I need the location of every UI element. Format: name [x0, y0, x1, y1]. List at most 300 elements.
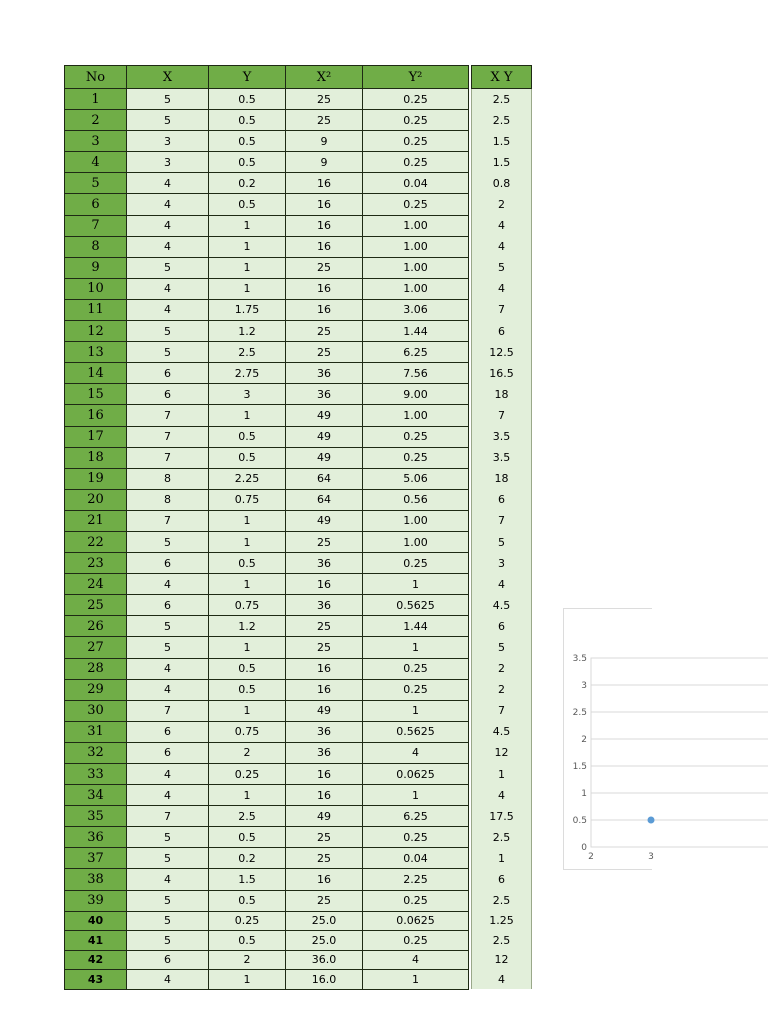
cell-y[interactable]: 1	[209, 215, 286, 236]
cell-xy[interactable]: 2.5	[472, 890, 532, 911]
cell-x-squared[interactable]: 25	[286, 89, 363, 110]
cell-xy[interactable]: 18	[472, 384, 532, 405]
cell-xy[interactable]: 2	[472, 658, 532, 679]
cell-x[interactable]: 5	[127, 257, 209, 278]
cell-xy[interactable]: 0.8	[472, 173, 532, 194]
cell-x-squared[interactable]: 16	[286, 278, 363, 299]
cell-x-squared[interactable]: 16	[286, 869, 363, 890]
y-tick-label: 2	[581, 735, 587, 745]
cell-xy[interactable]: 2.5	[472, 110, 532, 131]
cell-xy[interactable]: 4	[472, 970, 532, 990]
cell-x-squared[interactable]: 16	[286, 679, 363, 700]
cell-y-squared[interactable]: 1	[363, 637, 469, 658]
cell-y[interactable]: 0.5	[209, 152, 286, 173]
cell-x-squared[interactable]: 25	[286, 637, 363, 658]
cell-y-squared[interactable]: 1.00	[363, 510, 469, 531]
cell-y-squared[interactable]: 0.25	[363, 827, 469, 848]
header-x-squared[interactable]: X²	[286, 66, 363, 89]
cell-no[interactable]: 35	[65, 806, 127, 827]
cell-x[interactable]: 4	[127, 869, 209, 890]
cell-y-squared[interactable]: 0.0625	[363, 764, 469, 785]
cell-xy[interactable]: 12	[472, 950, 532, 970]
cell-no[interactable]: 40	[65, 911, 127, 931]
cell-no[interactable]: 38	[65, 869, 127, 890]
cell-x[interactable]: 8	[127, 489, 209, 510]
cell-y[interactable]: 0.5	[209, 658, 286, 679]
cell-x[interactable]: 4	[127, 236, 209, 257]
cell-x[interactable]: 5	[127, 827, 209, 848]
cell-xy[interactable]: 4	[472, 236, 532, 257]
header-y[interactable]: Y	[209, 66, 286, 89]
cell-no[interactable]: 41	[65, 931, 127, 951]
cell-y-squared[interactable]: 1.00	[363, 531, 469, 552]
cell-x-squared[interactable]: 9	[286, 152, 363, 173]
cell-y[interactable]: 0.25	[209, 911, 286, 931]
cell-y-squared[interactable]: 0.25	[363, 658, 469, 679]
x-tick-label: 3	[648, 852, 654, 862]
header-no[interactable]: No	[65, 66, 127, 89]
cell-x[interactable]: 6	[127, 742, 209, 763]
table-row	[65, 890, 532, 911]
cell-y[interactable]: 0.5	[209, 890, 286, 911]
cell-y-squared[interactable]: 0.25	[363, 131, 469, 152]
cell-x-squared[interactable]: 36.0	[286, 950, 363, 970]
cell-xy[interactable]: 4	[472, 785, 532, 806]
table-row	[65, 574, 532, 595]
cell-no[interactable]: 3	[65, 131, 127, 152]
cell-y-squared[interactable]: 1	[363, 785, 469, 806]
cell-xy[interactable]: 17.5	[472, 806, 532, 827]
cell-y[interactable]: 0.5	[209, 89, 286, 110]
x-tick-label: 2	[588, 852, 594, 862]
cell-xy[interactable]: 3.5	[472, 426, 532, 447]
cell-x-squared[interactable]: 16	[286, 658, 363, 679]
cell-y[interactable]: 0.5	[209, 131, 286, 152]
cell-y-squared[interactable]: 0.25	[363, 679, 469, 700]
cell-no[interactable]: 15	[65, 384, 127, 405]
cell-no[interactable]: 2	[65, 110, 127, 131]
cell-y[interactable]: 2	[209, 742, 286, 763]
cell-x-squared[interactable]: 16	[286, 299, 363, 320]
cell-x[interactable]: 5	[127, 848, 209, 869]
cell-x-squared[interactable]: 36	[286, 595, 363, 616]
cell-y[interactable]: 2	[209, 950, 286, 970]
cell-no[interactable]: 39	[65, 890, 127, 911]
cell-x[interactable]: 7	[127, 405, 209, 426]
cell-no[interactable]: 14	[65, 363, 127, 384]
cell-xy[interactable]: 2	[472, 679, 532, 700]
table-row	[65, 342, 532, 363]
cell-y-squared[interactable]: 0.5625	[363, 721, 469, 742]
cell-y[interactable]: 0.2	[209, 848, 286, 869]
cell-x-squared[interactable]: 25	[286, 827, 363, 848]
cell-y[interactable]: 0.5	[209, 110, 286, 131]
cell-y[interactable]: 1	[209, 700, 286, 721]
cell-xy[interactable]: 2.5	[472, 89, 532, 110]
cell-x-squared[interactable]: 25	[286, 321, 363, 342]
table-row	[65, 700, 532, 721]
cell-x[interactable]: 6	[127, 595, 209, 616]
cell-x[interactable]: 4	[127, 970, 209, 990]
cell-no[interactable]: 37	[65, 848, 127, 869]
chart-plot	[564, 609, 652, 869]
cell-y[interactable]: 1	[209, 574, 286, 595]
cell-x[interactable]: 3	[127, 131, 209, 152]
cell-y-squared[interactable]: 5.06	[363, 468, 469, 489]
cell-y[interactable]: 1	[209, 970, 286, 990]
table-row	[65, 194, 532, 215]
cell-y[interactable]: 1	[209, 257, 286, 278]
cell-y[interactable]: 0.5	[209, 931, 286, 951]
cell-y[interactable]: 3	[209, 384, 286, 405]
cell-y[interactable]: 1.2	[209, 321, 286, 342]
cell-y[interactable]: 0.5	[209, 194, 286, 215]
cell-y[interactable]: 2.5	[209, 806, 286, 827]
cell-x[interactable]: 4	[127, 658, 209, 679]
table-row	[65, 236, 532, 257]
cell-x-squared[interactable]: 25	[286, 616, 363, 637]
cell-x-squared[interactable]: 64	[286, 468, 363, 489]
cell-y[interactable]: 0.75	[209, 489, 286, 510]
cell-y-squared[interactable]: 1.00	[363, 215, 469, 236]
table-row	[65, 595, 532, 616]
cell-y-squared[interactable]: 1.00	[363, 257, 469, 278]
header-y-squared[interactable]: Y²	[363, 66, 469, 89]
cell-xy[interactable]: 6	[472, 321, 532, 342]
table-row	[65, 405, 532, 426]
cell-y-squared[interactable]: 0.04	[363, 173, 469, 194]
data-table	[64, 65, 532, 990]
cell-y-squared[interactable]: 1	[363, 700, 469, 721]
cell-y[interactable]: 0.25	[209, 764, 286, 785]
cell-x[interactable]: 3	[127, 152, 209, 173]
cell-xy[interactable]: 1.5	[472, 131, 532, 152]
cell-x-squared[interactable]: 49	[286, 447, 363, 468]
cell-x[interactable]: 4	[127, 173, 209, 194]
cell-no[interactable]: 43	[65, 970, 127, 990]
cell-x-squared[interactable]: 25.0	[286, 931, 363, 951]
cell-x-squared[interactable]: 49	[286, 806, 363, 827]
cell-no[interactable]: 25	[65, 595, 127, 616]
cell-x-squared[interactable]: 36	[286, 384, 363, 405]
cell-y-squared[interactable]: 0.25	[363, 553, 469, 574]
cell-y-squared[interactable]: 1	[363, 574, 469, 595]
cell-no[interactable]: 34	[65, 785, 127, 806]
table-row	[65, 257, 532, 278]
cell-y-squared[interactable]: 4	[363, 950, 469, 970]
cell-no[interactable]: 30	[65, 700, 127, 721]
scatter-chart[interactable]	[563, 608, 652, 870]
cell-no[interactable]: 19	[65, 468, 127, 489]
cell-y-squared[interactable]: 1.00	[363, 236, 469, 257]
y-tick-label: 1	[581, 789, 587, 799]
cell-xy[interactable]: 6	[472, 616, 532, 637]
cell-x[interactable]: 7	[127, 700, 209, 721]
cell-x[interactable]: 7	[127, 426, 209, 447]
cell-x-squared[interactable]: 16	[286, 194, 363, 215]
cell-no[interactable]: 28	[65, 658, 127, 679]
cell-no[interactable]: 11	[65, 299, 127, 320]
cell-x[interactable]: 5	[127, 531, 209, 552]
cell-x-squared[interactable]: 36	[286, 742, 363, 763]
cell-x[interactable]: 4	[127, 679, 209, 700]
cell-no[interactable]: 6	[65, 194, 127, 215]
cell-xy[interactable]: 1	[472, 764, 532, 785]
cell-x-squared[interactable]: 49	[286, 510, 363, 531]
header-x[interactable]: X	[127, 66, 209, 89]
cell-xy[interactable]: 12	[472, 742, 532, 763]
cell-y-squared[interactable]: 1.00	[363, 405, 469, 426]
cell-y[interactable]: 0.5	[209, 679, 286, 700]
table-row	[65, 785, 532, 806]
cell-y[interactable]: 1	[209, 510, 286, 531]
cell-xy[interactable]: 7	[472, 510, 532, 531]
cell-x-squared[interactable]: 16	[286, 173, 363, 194]
cell-no[interactable]: 20	[65, 489, 127, 510]
table-row	[65, 489, 532, 510]
cell-xy[interactable]: 12.5	[472, 342, 532, 363]
cell-xy[interactable]: 1.25	[472, 911, 532, 931]
cell-x[interactable]: 5	[127, 616, 209, 637]
cell-y[interactable]: 1.75	[209, 299, 286, 320]
cell-y-squared[interactable]: 0.25	[363, 152, 469, 173]
cell-no[interactable]: 16	[65, 405, 127, 426]
cell-y[interactable]: 1	[209, 531, 286, 552]
y-tick-label: 3	[581, 681, 587, 691]
cell-x-squared[interactable]: 49	[286, 426, 363, 447]
cell-xy[interactable]: 1	[472, 848, 532, 869]
cell-no[interactable]: 9	[65, 257, 127, 278]
cell-y[interactable]: 1	[209, 405, 286, 426]
cell-no[interactable]: 31	[65, 721, 127, 742]
cell-no[interactable]: 27	[65, 637, 127, 658]
cell-x[interactable]: 4	[127, 574, 209, 595]
cell-x[interactable]: 4	[127, 785, 209, 806]
cell-xy[interactable]: 1.5	[472, 152, 532, 173]
cell-y-squared[interactable]: 4	[363, 742, 469, 763]
cell-x[interactable]: 6	[127, 950, 209, 970]
cell-no[interactable]: 17	[65, 426, 127, 447]
y-tick-label: 1.5	[572, 762, 587, 772]
cell-no[interactable]: 32	[65, 742, 127, 763]
cell-y-squared[interactable]: 2.25	[363, 869, 469, 890]
cell-y[interactable]: 0.5	[209, 827, 286, 848]
cell-no[interactable]: 13	[65, 342, 127, 363]
cell-no[interactable]: 10	[65, 278, 127, 299]
cell-y-squared[interactable]: 0.04	[363, 848, 469, 869]
cell-no[interactable]: 24	[65, 574, 127, 595]
cell-xy[interactable]: 18	[472, 468, 532, 489]
cell-y-squared[interactable]: 3.06	[363, 299, 469, 320]
cell-no[interactable]: 22	[65, 531, 127, 552]
cell-y[interactable]: 1.5	[209, 869, 286, 890]
cell-x[interactable]: 6	[127, 363, 209, 384]
cell-y[interactable]: 2.5	[209, 342, 286, 363]
cell-x[interactable]: 4	[127, 299, 209, 320]
cell-xy[interactable]: 5	[472, 637, 532, 658]
cell-y-squared[interactable]: 6.25	[363, 806, 469, 827]
cell-no[interactable]: 29	[65, 679, 127, 700]
table-body	[65, 89, 532, 990]
cell-xy[interactable]: 2.5	[472, 827, 532, 848]
cell-y-squared[interactable]: 0.5625	[363, 595, 469, 616]
cell-no[interactable]: 23	[65, 553, 127, 574]
table-row	[65, 89, 532, 110]
cell-x[interactable]: 6	[127, 553, 209, 574]
cell-y[interactable]: 0.2	[209, 173, 286, 194]
table-row	[65, 510, 532, 531]
cell-x-squared[interactable]: 25	[286, 531, 363, 552]
cell-no[interactable]: 7	[65, 215, 127, 236]
cell-y-squared[interactable]: 1.44	[363, 321, 469, 342]
cell-xy[interactable]: 5	[472, 531, 532, 552]
cell-xy[interactable]: 4.5	[472, 721, 532, 742]
cell-xy[interactable]: 7	[472, 700, 532, 721]
cell-y[interactable]: 1	[209, 637, 286, 658]
cell-x[interactable]: 5	[127, 931, 209, 951]
cell-y-squared[interactable]: 0.25	[363, 931, 469, 951]
cell-xy[interactable]: 6	[472, 489, 532, 510]
cell-no[interactable]: 12	[65, 321, 127, 342]
cell-no[interactable]: 1	[65, 89, 127, 110]
cell-x-squared[interactable]: 25	[286, 848, 363, 869]
cell-x[interactable]: 6	[127, 384, 209, 405]
cell-xy[interactable]: 2	[472, 194, 532, 215]
header-xy[interactable]: X Y	[472, 66, 532, 89]
cell-y[interactable]: 1	[209, 278, 286, 299]
cell-y-squared[interactable]: 9.00	[363, 384, 469, 405]
cell-y[interactable]: 1	[209, 236, 286, 257]
cell-no[interactable]: 18	[65, 447, 127, 468]
cell-x-squared[interactable]: 25	[286, 890, 363, 911]
cell-y[interactable]: 0.75	[209, 721, 286, 742]
cell-xy[interactable]: 6	[472, 869, 532, 890]
cell-no[interactable]: 4	[65, 152, 127, 173]
cell-y[interactable]: 2.25	[209, 468, 286, 489]
table-row	[65, 616, 532, 637]
cell-x[interactable]: 5	[127, 637, 209, 658]
cell-x-squared[interactable]: 49	[286, 700, 363, 721]
cell-y[interactable]: 0.5	[209, 553, 286, 574]
cell-xy[interactable]: 4.5	[472, 595, 532, 616]
cell-xy[interactable]: 5	[472, 257, 532, 278]
cell-x-squared[interactable]: 36	[286, 553, 363, 574]
table-row	[65, 173, 532, 194]
cell-x-squared[interactable]: 36	[286, 363, 363, 384]
table-row	[65, 152, 532, 173]
cell-y-squared[interactable]: 1	[363, 970, 469, 990]
cell-no[interactable]: 26	[65, 616, 127, 637]
cell-no[interactable]: 8	[65, 236, 127, 257]
cell-y-squared[interactable]: 1.44	[363, 616, 469, 637]
table-row	[65, 764, 532, 785]
cell-x[interactable]: 5	[127, 890, 209, 911]
cell-x-squared[interactable]: 16	[286, 236, 363, 257]
cell-x-squared[interactable]: 25	[286, 342, 363, 363]
cell-x[interactable]: 6	[127, 721, 209, 742]
cell-x[interactable]: 8	[127, 468, 209, 489]
table-row	[65, 384, 532, 405]
cell-x[interactable]: 5	[127, 110, 209, 131]
cell-y[interactable]: 2.75	[209, 363, 286, 384]
cell-y[interactable]: 1	[209, 785, 286, 806]
cell-y-squared[interactable]: 0.0625	[363, 911, 469, 931]
cell-y[interactable]: 0.5	[209, 447, 286, 468]
table-row	[65, 447, 532, 468]
cell-x-squared[interactable]: 25	[286, 110, 363, 131]
table-row	[65, 679, 532, 700]
cell-xy[interactable]: 7	[472, 299, 532, 320]
cell-no[interactable]: 5	[65, 173, 127, 194]
cell-y-squared[interactable]: 0.25	[363, 110, 469, 131]
cell-x-squared[interactable]: 16	[286, 764, 363, 785]
cell-no[interactable]: 33	[65, 764, 127, 785]
cell-x-squared[interactable]: 16	[286, 785, 363, 806]
cell-xy[interactable]: 7	[472, 405, 532, 426]
table-row	[65, 950, 532, 970]
cell-x-squared[interactable]: 25.0	[286, 911, 363, 931]
cell-x[interactable]: 4	[127, 278, 209, 299]
cell-x[interactable]: 5	[127, 342, 209, 363]
cell-x-squared[interactable]: 16.0	[286, 970, 363, 990]
cell-xy[interactable]: 3	[472, 553, 532, 574]
cell-y-squared[interactable]: 1.00	[363, 278, 469, 299]
cell-xy[interactable]: 4	[472, 215, 532, 236]
cell-x[interactable]: 5	[127, 89, 209, 110]
y-tick-label: 2.5	[572, 708, 587, 718]
cell-x[interactable]: 5	[127, 911, 209, 931]
cell-xy[interactable]: 4	[472, 278, 532, 299]
cell-x-squared[interactable]: 49	[286, 405, 363, 426]
cell-y-squared[interactable]: 7.56	[363, 363, 469, 384]
cell-no[interactable]: 36	[65, 827, 127, 848]
cell-xy[interactable]: 2.5	[472, 931, 532, 951]
cell-no[interactable]: 21	[65, 510, 127, 531]
cell-y[interactable]: 0.75	[209, 595, 286, 616]
cell-x-squared[interactable]: 25	[286, 257, 363, 278]
cell-y-squared[interactable]: 0.56	[363, 489, 469, 510]
cell-y-squared[interactable]: 0.25	[363, 194, 469, 215]
cell-x[interactable]: 7	[127, 447, 209, 468]
cell-x[interactable]: 5	[127, 321, 209, 342]
cell-x[interactable]: 4	[127, 764, 209, 785]
cell-x-squared[interactable]: 64	[286, 489, 363, 510]
cell-y[interactable]: 0.5	[209, 426, 286, 447]
cell-y-squared[interactable]: 0.25	[363, 89, 469, 110]
table-row	[65, 869, 532, 890]
cell-xy[interactable]: 3.5	[472, 447, 532, 468]
cell-x-squared[interactable]: 9	[286, 131, 363, 152]
cell-xy[interactable]: 4	[472, 574, 532, 595]
cell-x-squared[interactable]: 16	[286, 574, 363, 595]
cell-y-squared[interactable]: 0.25	[363, 890, 469, 911]
cell-x[interactable]: 4	[127, 194, 209, 215]
cell-x[interactable]: 7	[127, 806, 209, 827]
cell-y[interactable]: 1.2	[209, 616, 286, 637]
cell-x[interactable]: 4	[127, 215, 209, 236]
table-row	[65, 742, 532, 763]
cell-xy[interactable]: 16.5	[472, 363, 532, 384]
cell-y-squared[interactable]: 6.25	[363, 342, 469, 363]
cell-y-squared[interactable]: 0.25	[363, 447, 469, 468]
cell-y-squared[interactable]: 0.25	[363, 426, 469, 447]
cell-x-squared[interactable]: 16	[286, 215, 363, 236]
cell-x-squared[interactable]: 36	[286, 721, 363, 742]
cell-no[interactable]: 42	[65, 950, 127, 970]
table-row	[65, 531, 532, 552]
y-tick-label: 3.5	[572, 654, 587, 664]
cell-x[interactable]: 7	[127, 510, 209, 531]
